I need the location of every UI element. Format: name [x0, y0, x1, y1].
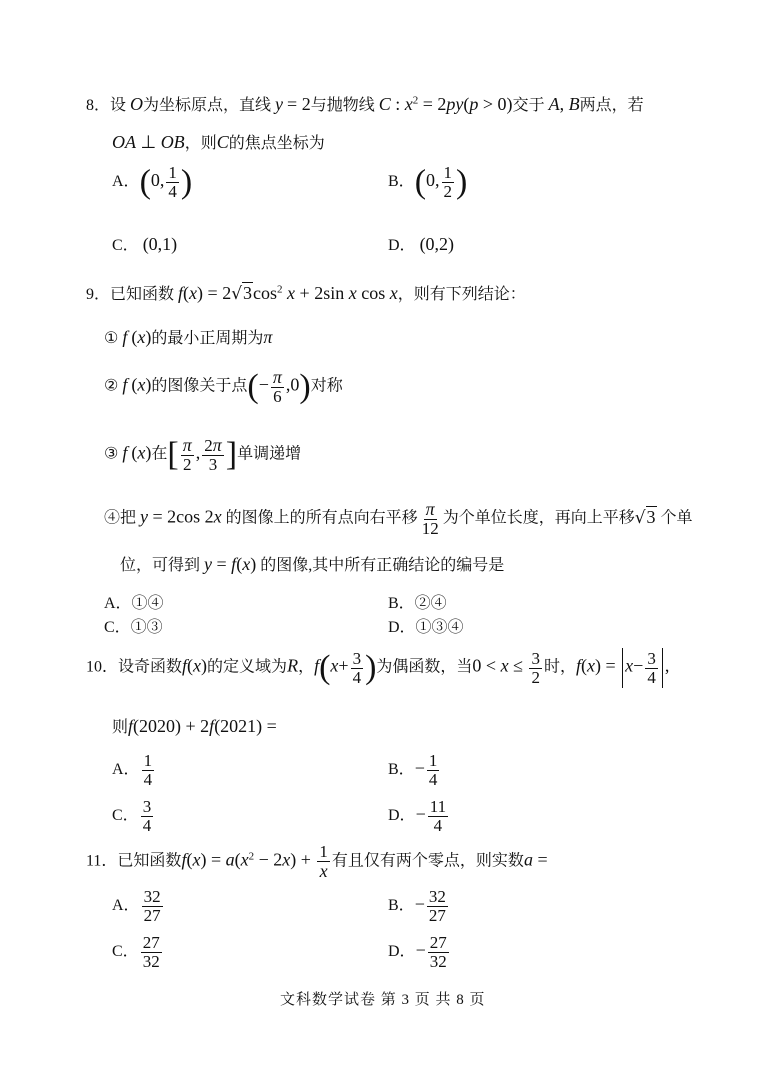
q9-option-a[interactable]: A．①④: [104, 595, 164, 612]
q8-option-b[interactable]: B．(0, $\frac{1}{2}$ ): [388, 163, 468, 201]
q11-option-b[interactable]: B．− $\frac{32}{27}$: [388, 887, 446, 925]
q8-option-a[interactable]: A．(0, $\frac{1}{4}$ ): [112, 163, 193, 201]
q9-option-c[interactable]: C．①③: [104, 619, 163, 636]
q8-option-d[interactable]: D． (0,2): [388, 234, 455, 254]
q9-statement-4-line2: 位，可得到 y = f(x) 的图像,其中所有正确结论的编号是: [120, 554, 505, 574]
q9-option-d[interactable]: D．①③④: [388, 619, 464, 636]
q10-option-c[interactable]: C． $\frac{3}{4}$: [112, 797, 152, 835]
q9-statement-2: ② f (x)的图像关于点(− $\frac{\pi}{6}$ ,0)对称: [104, 367, 343, 406]
q9-statement-1: ① f (x)的最小正周期为π: [104, 327, 273, 347]
q11-stem: 11．已知函数$f(x) = a(x^2 - 2x)$ + $\frac{1}{x}$ 有且仅有两个零点，则实数a =: [86, 842, 548, 881]
q9-stem: 9．已知函数 $f(x) = 2√3\cos^2$ x + 2sin x cos x，则有下列结论：: [86, 283, 526, 304]
page-footer: 文科数学试卷 第 3 页 共 8 页: [280, 992, 486, 1008]
q11-option-d[interactable]: D．− $\frac{27}{32}$: [388, 933, 447, 971]
q8-option-c[interactable]: C． (0,1): [112, 234, 178, 254]
q10-stem-line2: 则f(2020) + 2f(2021) =: [112, 716, 277, 736]
q8-stem-line2: OA ⊥ OB，则C的焦点坐标为: [112, 132, 325, 152]
q10-option-a[interactable]: A． $\frac{1}{4}$: [112, 751, 153, 789]
q9-statement-3: ③ f (x)在[ $\frac{\pi}{2}$ , $\frac{2\pi}{3}$ ]单调递增: [104, 435, 302, 474]
q10-option-b[interactable]: B．− $\frac{1}{4}$: [388, 751, 438, 789]
q11-option-a[interactable]: A． $\frac{32}{27}$: [112, 887, 161, 925]
q10-stem: 10．设奇函数f(x)的定义域为R，f(x+ $\frac{3}{4}$ )为偶函数，当0 < x ≤ $\frac{3}{2}$ 时，f(x) = x− $\frac{3}{4}$ ,: [86, 648, 670, 687]
q8-stem: 8．设 O为坐标原点，直线 y = 2与抛物线 C : $x^2 = 2py(p > 0)$交于 A, B两点，若: [86, 94, 644, 114]
q9-option-b[interactable]: B．②④: [388, 595, 447, 612]
q9-statement-4: ④把 y = 2cos 2x 的图像上的所有点向右平移 $\frac{\pi}{12}$ 为个单位长度，再向上平移√3 个单: [104, 499, 693, 538]
q11-option-c[interactable]: C． $\frac{27}{32}$: [112, 933, 160, 971]
q10-option-d[interactable]: D．− $\frac{11}{4}$: [388, 797, 447, 835]
